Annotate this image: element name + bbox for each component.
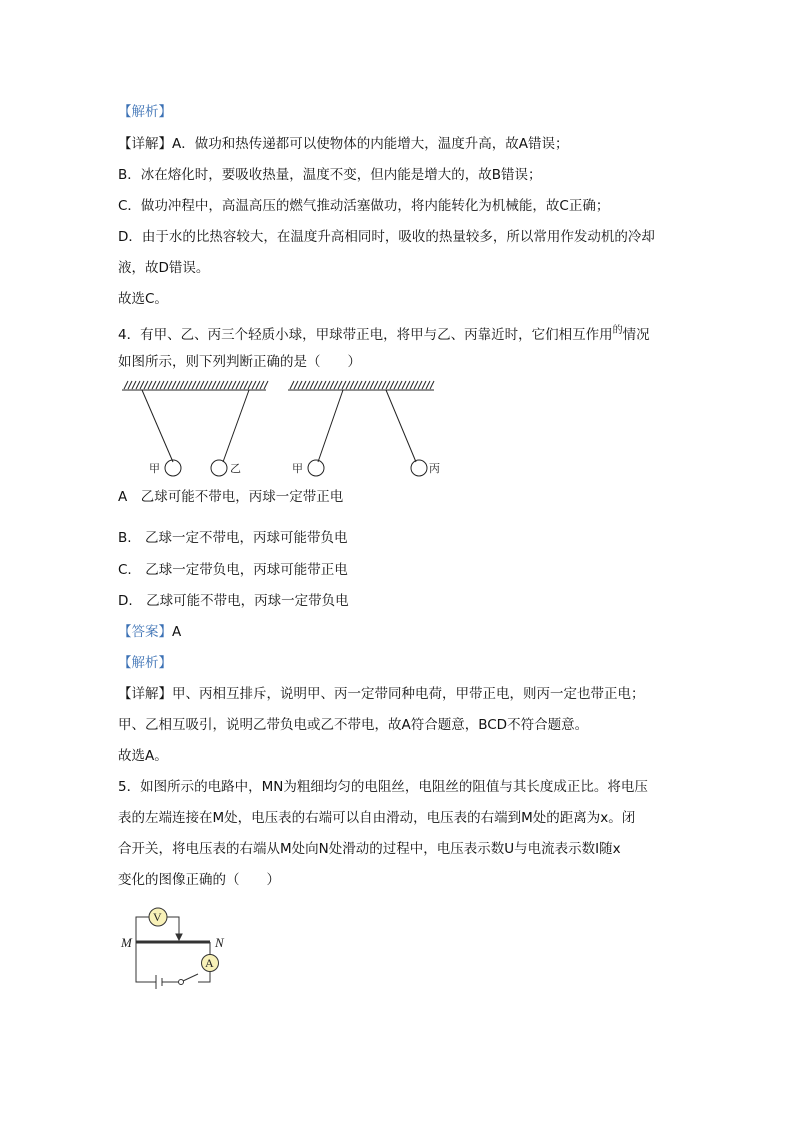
ceiling-hatch	[406, 381, 410, 389]
ceiling-hatch	[236, 381, 240, 389]
ceiling-hatch	[184, 381, 188, 389]
ceiling-hatch	[240, 381, 244, 389]
ceiling-hatch	[402, 381, 406, 389]
ceiling-hatch	[148, 381, 152, 389]
ceiling-hatch	[228, 381, 232, 389]
q5-stem: 合开关，将电压表的右端从M处向N处滑动的过程中，电压表示数U与电流表示数I随x	[118, 841, 621, 857]
ball-jia-2	[308, 460, 324, 476]
ceiling-hatch	[128, 381, 132, 389]
ceiling-hatch	[414, 381, 418, 389]
ceiling-hatch	[298, 381, 302, 389]
ceiling-hatch	[248, 381, 252, 389]
pendulum-figure	[110, 370, 470, 485]
ceiling-hatch	[326, 381, 330, 389]
ceiling-hatch	[346, 381, 350, 389]
ceiling-hatch	[260, 381, 264, 389]
option-c: C. 乙球一定带负电，丙球可能带正电	[118, 562, 348, 578]
ceiling-hatch	[192, 381, 196, 389]
ceiling-hatch	[244, 381, 248, 389]
ceiling-hatch	[390, 381, 394, 389]
ceiling-hatch	[314, 381, 318, 389]
ceiling-hatch	[378, 381, 382, 389]
ceiling-hatch	[358, 381, 362, 389]
ceiling-hatch	[366, 381, 370, 389]
option-d: D. 乙球可能不带电，丙球一定带负电	[118, 593, 349, 609]
ceiling-hatch	[224, 381, 228, 389]
ceiling-hatch	[386, 381, 390, 389]
ceiling-hatch	[136, 381, 140, 389]
ceiling-hatch	[338, 381, 342, 389]
label-m: M	[121, 935, 132, 950]
ceiling-hatch	[290, 381, 294, 389]
text-line: 液，故D错误。	[118, 260, 210, 276]
answer-tag: 【答案】	[118, 624, 172, 640]
ceiling-hatch	[264, 381, 268, 389]
text: A．做功和热传递都可以使物体的内能增大，温度升高，故A错误；	[172, 136, 569, 152]
ceiling-hatch	[156, 381, 160, 389]
ceiling-hatch	[220, 381, 224, 389]
ball-yi	[211, 460, 227, 476]
option-b: B. 乙球一定不带电，丙球可能带负电	[118, 530, 348, 546]
detail-line	[118, 135, 568, 153]
ceiling-hatch	[418, 381, 422, 389]
ceiling-hatch	[382, 381, 386, 389]
ball-jia	[165, 460, 181, 476]
q5-stem: 表的左端连接在M处，电压表的右端可以自由滑动，电压表的右端到M处的距离为x。闭	[118, 810, 636, 826]
ammeter-label: A	[205, 956, 214, 970]
ceiling-hatch	[354, 381, 358, 389]
ceiling-hatch	[256, 381, 260, 389]
ceiling-hatch	[172, 381, 176, 389]
text-line: C．做功冲程中，高温高压的燃气推动活塞做功，将内能转化为机械能，故C正确；	[118, 198, 610, 214]
ceiling-hatch	[252, 381, 256, 389]
ceiling-hatch	[168, 381, 172, 389]
ceiling-hatch	[306, 381, 310, 389]
ceiling-hatch	[180, 381, 184, 389]
ceiling-hatch	[422, 381, 426, 389]
text: 情况	[622, 327, 650, 343]
ball-bing	[411, 460, 427, 476]
analysis-heading: 【解析】	[118, 655, 172, 671]
ceiling-hatch	[362, 381, 366, 389]
conclusion: 故选A。	[118, 748, 168, 764]
label-jia-2: 甲	[292, 462, 303, 475]
answer: A	[172, 624, 182, 640]
ceiling-hatch	[204, 381, 208, 389]
ceiling-hatch	[398, 381, 402, 389]
ceiling-hatch	[294, 381, 298, 389]
ceiling-hatch	[216, 381, 220, 389]
text-line: D．由于水的比热容较大，在温度升高相同时，吸收的热量较多，所以常用作发动机的冷却	[118, 229, 655, 245]
ceiling-hatch	[322, 381, 326, 389]
ceiling-hatch	[188, 381, 192, 389]
ceiling-hatch	[160, 381, 164, 389]
ceiling-hatch	[176, 381, 180, 389]
ceiling-hatch	[152, 381, 156, 389]
ceiling-hatch	[330, 381, 334, 389]
ceiling-hatch	[310, 381, 314, 389]
ceiling-hatch	[232, 381, 236, 389]
detail-tag: 【详解】	[118, 136, 172, 152]
text-line: B．冰在熔化时，要吸收热量，温度不变，但内能是增大的，故B错误；	[118, 167, 542, 183]
ceiling-hatch	[132, 381, 136, 389]
ceiling-hatch	[164, 381, 168, 389]
ceiling-hatch	[208, 381, 212, 389]
q5-stem: 变化的图像正确的（ ）	[118, 872, 280, 888]
ceiling-hatch	[124, 381, 128, 389]
ceiling-hatch	[342, 381, 346, 389]
ceiling-hatch	[426, 381, 430, 389]
label-yi: 乙	[230, 462, 241, 475]
ceiling-hatch	[350, 381, 354, 389]
text-line: 甲、乙相互吸引，说明乙带负电或乙不带电，故A符合题意，BCD不符合题意。	[118, 717, 589, 733]
text: 的	[612, 325, 623, 336]
ceiling-hatch	[374, 381, 378, 389]
text: 4．有甲、乙、丙三个轻质小球，甲球带正电，将甲与乙、丙靠近时，它们相互作用	[118, 327, 613, 343]
ceiling-hatch	[140, 381, 144, 389]
q4-stem	[118, 322, 650, 344]
ceiling-hatch	[302, 381, 306, 389]
q4-stem: 如图所示，则下列判断正确的是（ ）	[118, 354, 361, 370]
ceiling-hatch	[196, 381, 200, 389]
conclusion: 故选C。	[118, 291, 168, 307]
ceiling-hatch	[394, 381, 398, 389]
answer-line	[118, 623, 181, 641]
label-bing: 丙	[429, 462, 440, 475]
ceiling-hatch	[212, 381, 216, 389]
ceiling-hatch	[200, 381, 204, 389]
circuit-figure	[118, 900, 228, 990]
analysis-heading: 【解析】	[118, 104, 172, 120]
ceiling-hatch	[370, 381, 374, 389]
ceiling-hatch	[144, 381, 148, 389]
ceiling-hatch	[334, 381, 338, 389]
detail-tag: 【详解】	[118, 686, 172, 702]
label-n: N	[215, 935, 224, 950]
voltmeter-label: V	[153, 910, 162, 924]
label-jia: 甲	[149, 462, 160, 475]
ceiling-hatch	[318, 381, 322, 389]
option-a: A 乙球可能不带电，丙球一定带正电	[118, 489, 344, 505]
detail-line	[118, 685, 645, 703]
text: 甲、丙相互排斥，说明甲、丙一定带同种电荷，甲带正电，则丙一定也带正电；	[172, 686, 645, 702]
q5-stem: 5．如图所示的电路中，MN为粗细均匀的电阻丝，电阻丝的阻值与其长度成正比。将电压	[118, 779, 648, 795]
ceiling-hatch	[410, 381, 414, 389]
ceiling-hatch	[430, 381, 434, 389]
